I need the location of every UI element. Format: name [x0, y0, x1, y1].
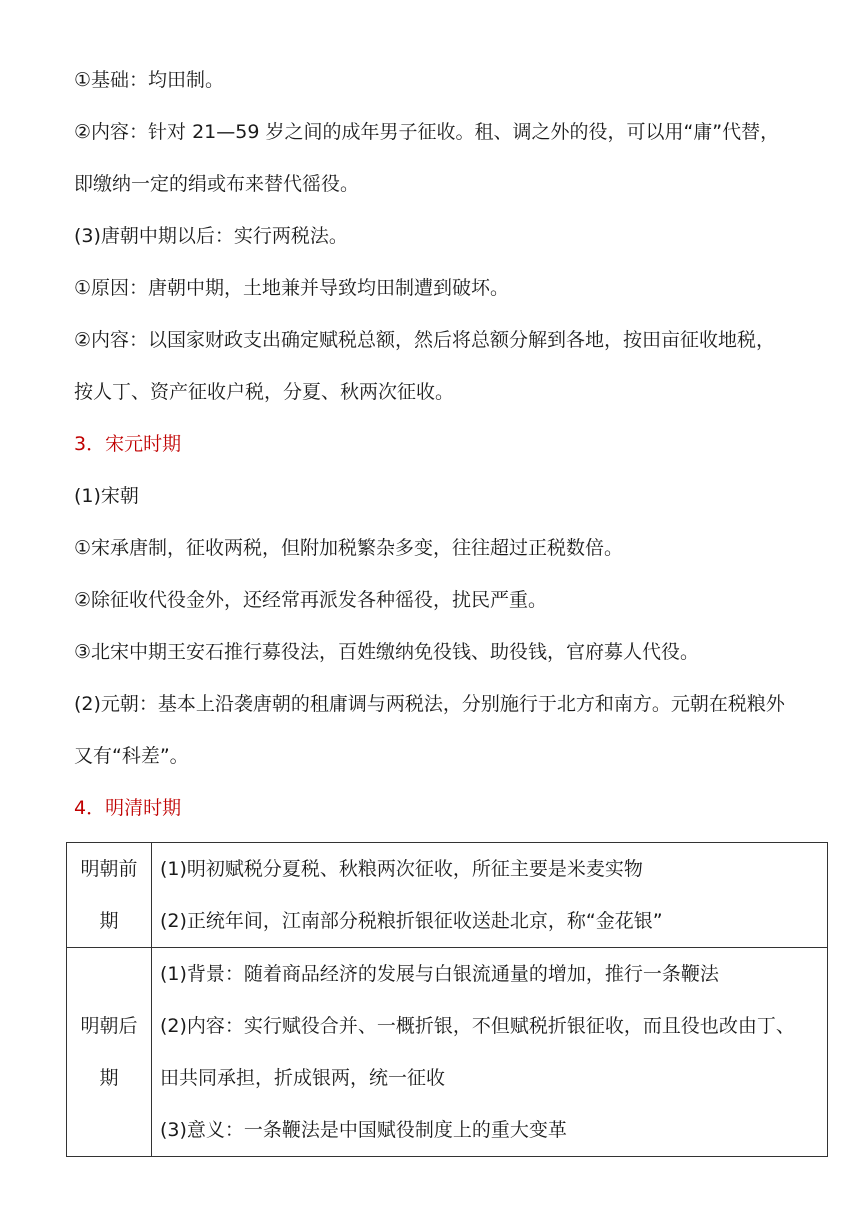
paragraph-two-tax-content-cont: 按人丁、资产征收户税，分夏、秋两次征收。 [74, 381, 455, 403]
paragraph-song-3: ③北宋中期王安石推行募役法，百姓缴纳免役钱、助役钱，官府募人代役。 [74, 641, 700, 663]
paragraph-basis: ①基础：均田制。 [74, 69, 225, 91]
paragraph-two-tax-content: ②内容：以国家财政支出确定赋税总额，然后将总额分解到各地，按田亩征收地税， [74, 329, 776, 351]
paragraph-yuan-cont: 又有“科差”。 [74, 745, 189, 767]
paragraph-content: ②内容：针对 21—59 岁之间的成年男子征收。租、调之外的役，可以用“庸”代替， [74, 121, 780, 143]
paragraph-tang-mid: (3)唐朝中期以后：实行两税法。 [74, 225, 348, 247]
table-row [67, 948, 828, 1157]
table-cell: (1)明初赋税分夏税、秋粮两次征收，所征主要是米麦实物 (2)正统年间，江南部分税粮折银征收送赴北京，称“金花银” [152, 843, 828, 948]
paragraph-reason: ①原因：唐朝中期，土地兼并导致均田制遭到破坏。 [74, 277, 510, 299]
table-row [67, 843, 828, 948]
paragraph-yuan: (2)元朝：基本上沿袭唐朝的租庸调与两税法，分别施行于北方和南方。元朝在税粮外 [74, 693, 785, 715]
paragraph-song: (1)宋朝 [74, 485, 139, 507]
paragraph-content-cont: 即缴纳一定的绢或布来替代徭役。 [74, 173, 360, 195]
table-cell: (1)背景：随着商品经济的发展与白银流通量的增加，推行一条鞭法 (2)内容：实行赋役合并、一概折银，不但赋税折银征收，而且役也改由丁、 田共同承担，折成银两，统一征收 (3)意义：一条鞭法是中国赋役制度上的重大变革 [152, 948, 828, 1157]
paragraph-song-2: ②除征收代役金外，还经常再派发各种徭役，扰民严重。 [74, 589, 548, 611]
table-row-header: 明朝前 期 [67, 843, 152, 948]
section-heading-song-yuan: 3．宋元时期 [74, 433, 182, 455]
table-row-header: 明朝后 期 [67, 948, 152, 1157]
ming-period-table [66, 842, 828, 1157]
section-heading-ming-qing: 4．明清时期 [74, 797, 182, 819]
paragraph-song-1: ①宋承唐制，征收两税，但附加税繁杂多变，往往超过正税数倍。 [74, 537, 624, 559]
